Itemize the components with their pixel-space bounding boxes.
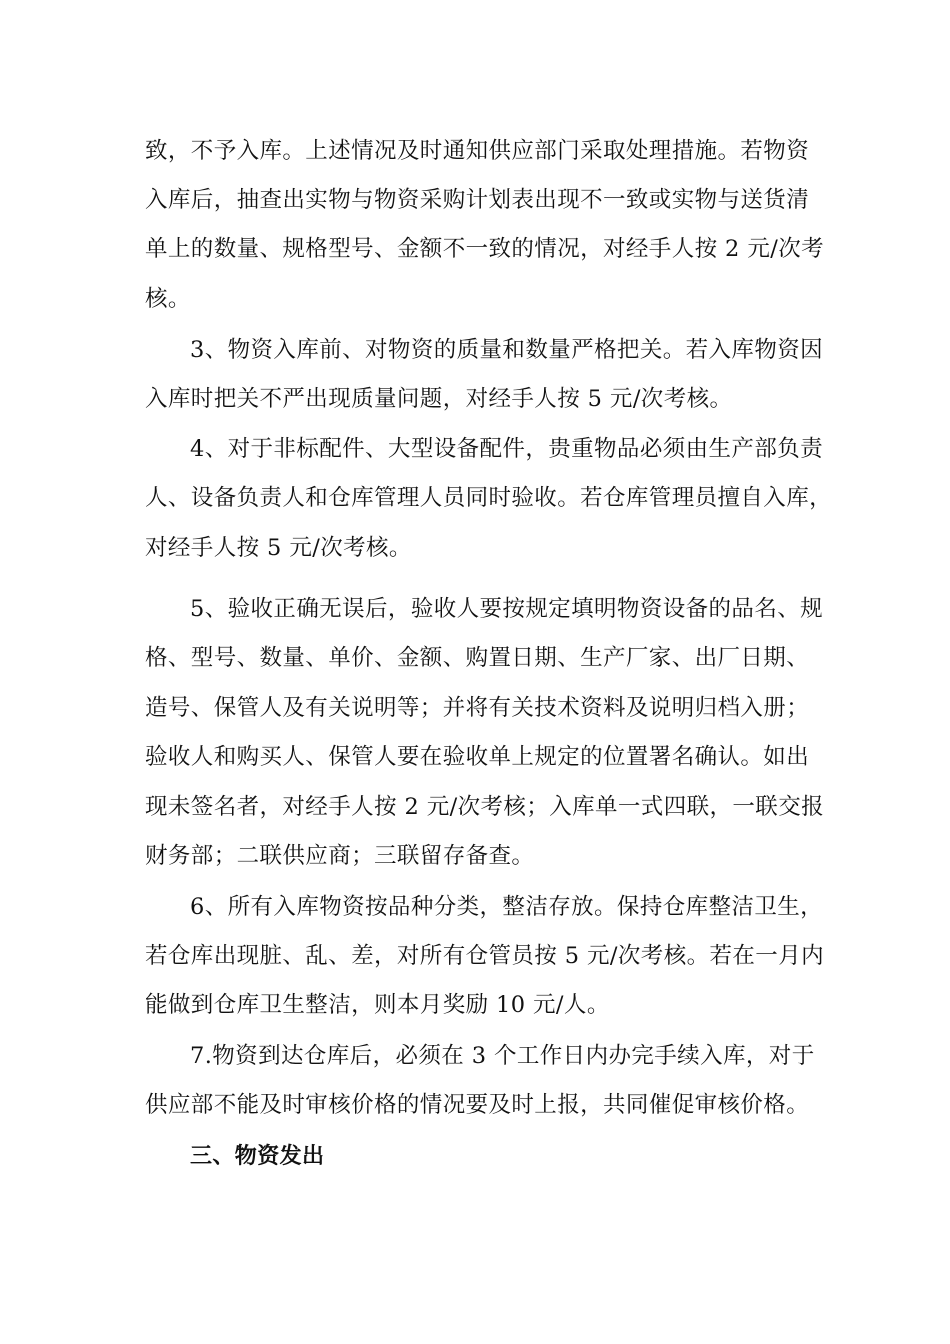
paragraph-line: 入库后，抽查出实物与物资采购计划表出现不一致或实物与送货清	[145, 187, 810, 213]
paragraph-line: 若仓库出现脏、乱、差，对所有仓管员按 5 元/次考核。若在一月内	[145, 943, 825, 969]
paragraph-line: 财务部；二联供应商；三联留存备查。	[145, 843, 535, 869]
paragraph-line: 验收人和购买人、保管人要在验收单上规定的位置署名确认。如出	[145, 744, 810, 770]
paragraph-line: 现未签名者，对经手人按 2 元/次考核；入库单一式四联，一联交报	[145, 794, 825, 820]
paragraph-line: 单上的数量、规格型号、金额不一致的情况，对经手人按 2 元/次考	[145, 236, 825, 262]
paragraph-line: 入库时把关不严出现质量问题，对经手人按 5 元/次考核。	[145, 386, 733, 412]
paragraph-line: 4、对于非标配件、大型设备配件，贵重物品必须由生产部负责	[190, 436, 824, 462]
paragraph-line: 6、所有入库物资按品种分类，整洁存放。保持仓库整洁卫生，	[190, 894, 824, 920]
paragraph-line: 7.物资到达仓库后，必须在 3 个工作日内办完手续入库，对于	[190, 1043, 815, 1069]
paragraph-line: 对经手人按 5 元/次考核。	[145, 535, 412, 561]
paragraph-line: 3、物资入库前、对物资的质量和数量严格把关。若入库物资因	[190, 337, 824, 363]
paragraph-line: 人、设备负责人和仓库管理人员同时验收。若仓库管理员擅自入库，	[145, 485, 833, 511]
paragraph-line: 能做到仓库卫生整洁，则本月奖励 10 元/人。	[145, 992, 610, 1018]
paragraph-line: 5、验收正确无误后，验收人要按规定填明物资设备的品名、规	[190, 596, 824, 622]
paragraph-line: 造号、保管人及有关说明等；并将有关技术资料及说明归档入册；	[145, 695, 810, 721]
paragraph-line: 供应部不能及时审核价格的情况要及时上报，共同催促审核价格。	[145, 1092, 810, 1118]
paragraph-line: 格、型号、数量、单价、金额、购置日期、生产厂家、出厂日期、	[145, 645, 810, 671]
section-heading: 三、物资发出	[190, 1144, 325, 1169]
paragraph-line: 核。	[145, 286, 191, 312]
paragraph-line: 致，不予入库。上述情况及时通知供应部门采取处理措施。若物资	[145, 138, 810, 164]
